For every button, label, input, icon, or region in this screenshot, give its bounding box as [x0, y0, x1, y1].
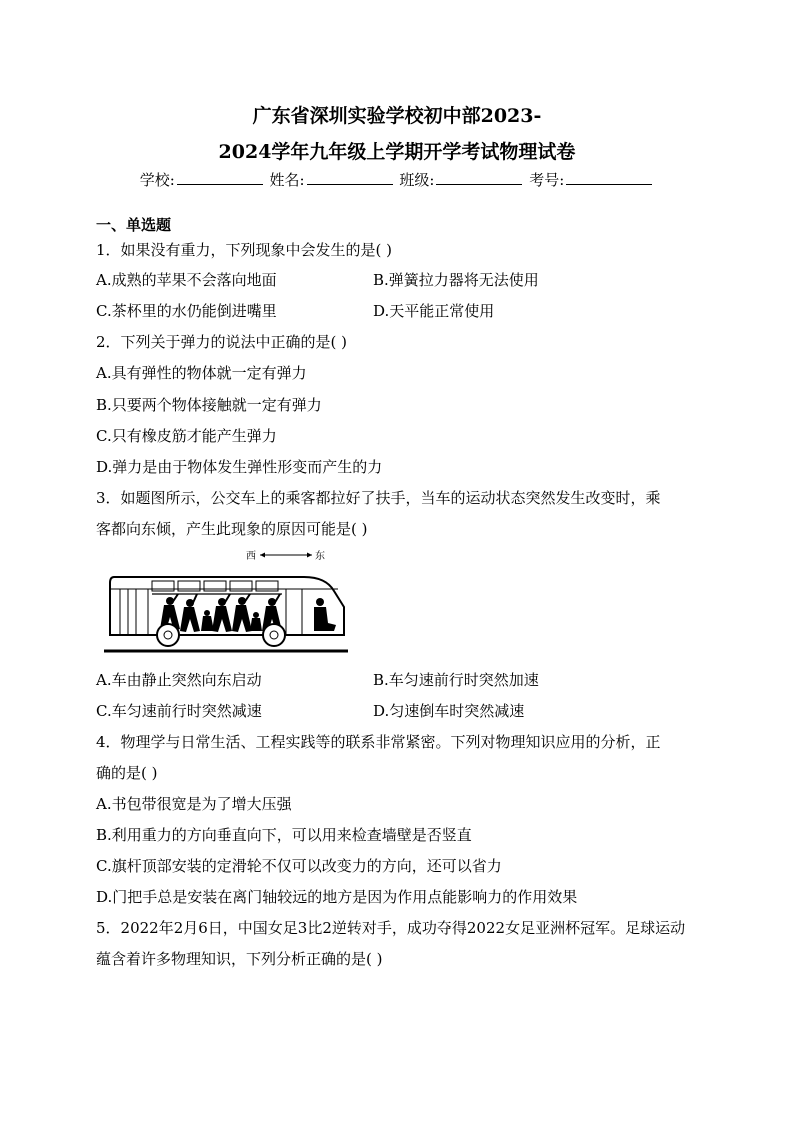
school-blank[interactable] — [177, 170, 263, 185]
exam-number-label: 考号: — [529, 171, 565, 189]
question-3-stem-line2: 客都向东倾，产生此现象的原因可能是( ) — [96, 520, 368, 538]
question-1-option-d: D.天平能正常使用 — [373, 302, 495, 320]
question-2-option-c: C.只有橡皮筋才能产生弹力 — [96, 427, 277, 445]
question-1-option-c: C.茶杯里的水仍能倒进嘴里 — [96, 302, 277, 320]
question-4-option-c: C.旗杆顶部安装的定滑轮不仅可以改变力的方向，还可以省力 — [96, 857, 502, 875]
question-2-option-a: A.具有弹性的物体就一定有弹力 — [96, 364, 307, 382]
question-4-option-a: A.书包带很宽是为了增大压强 — [96, 795, 292, 813]
question-5-stem-line2: 蕴含着许多物理知识，下列分析正确的是( ) — [96, 950, 383, 968]
name-label: 姓名: — [269, 171, 305, 189]
school-label: 学校: — [139, 171, 175, 189]
exam-title-line2: 2024学年九年级上学期开学考试物理试卷 — [218, 141, 576, 163]
question-3-option-c: C.车匀速前行时突然减速 — [96, 702, 262, 720]
question-5-stem-line1: 5．2022年2月6日，中国女足3比2逆转对手，成功夺得2022女足亚洲杯冠军。足球运动 — [96, 919, 686, 937]
exam-title-line1: 广东省深圳实验学校初中部2023- — [252, 105, 542, 127]
question-1-stem: 1．如果没有重力，下列现象中会发生的是( ) — [96, 241, 393, 259]
front-wheel — [263, 624, 285, 646]
question-2-option-d: D.弹力是由于物体发生弹性形变而产生的力 — [96, 458, 383, 476]
arrow-east-head — [307, 553, 312, 558]
section-title: 一、单选题 — [96, 216, 172, 234]
question-4-option-b: B.利用重力的方向垂直向下，可以用来检查墙壁是否竖直 — [96, 826, 472, 844]
question-4-stem-line2: 确的是( ) — [96, 764, 158, 782]
question-4-option-d: D.门把手总是安装在离门轴较远的地方是因为作用点能影响力的作用效果 — [96, 888, 578, 906]
question-1-option-a: A.成熟的苹果不会落向地面 — [96, 271, 277, 289]
question-3-option-a: A.车由静止突然向东启动 — [96, 671, 262, 689]
rear-wheel — [157, 624, 179, 646]
question-3-stem-line1: 3．如题图所示，公交车上的乘客都拉好了扶手，当车的运动状态突然发生改变时，乘 — [96, 489, 661, 507]
bus-figure — [104, 547, 350, 659]
east-label: 东 — [315, 551, 325, 562]
class-label: 班级: — [399, 171, 435, 189]
arrow-west-head — [260, 553, 265, 558]
question-1-option-b: B.弹簧拉力器将无法使用 — [373, 271, 539, 289]
question-3-option-b: B.车匀速前行时突然加速 — [373, 671, 539, 689]
question-2-option-b: B.只要两个物体接触就一定有弹力 — [96, 396, 322, 414]
question-3-option-d: D.匀速倒车时突然减速 — [373, 702, 525, 720]
west-label: 西 — [246, 551, 256, 562]
question-4-stem-line1: 4．物理学与日常生活、工程实践等的联系非常紧密。下列对物理知识应用的分析，正 — [96, 733, 661, 751]
question-2-stem: 2．下列关于弹力的说法中正确的是( ) — [96, 333, 348, 351]
exam-number-blank[interactable] — [566, 170, 652, 185]
student-info-row — [0, 170, 794, 190]
class-blank[interactable] — [436, 170, 522, 185]
name-blank[interactable] — [307, 170, 393, 185]
